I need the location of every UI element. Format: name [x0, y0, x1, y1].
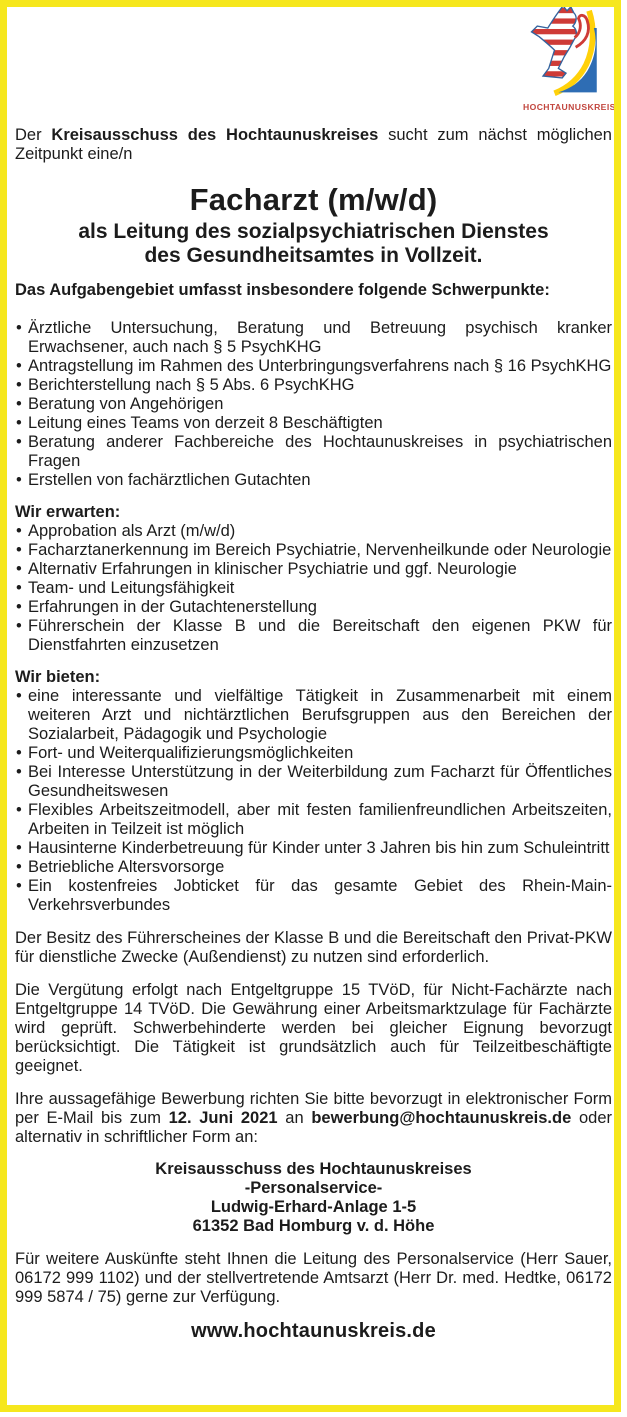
- coat-of-arms-icon: [524, 5, 610, 101]
- bullet-icon: •: [16, 560, 22, 578]
- text-run: Für weitere Auskünfte steht Ihnen die Leitung des Personalservice (Herr Sauer, 06172 999 1102) und der stellvertretende Amtsarzt (Herr Dr. med. Hedtke, 06172 999 5874 / 75) gerne zur Verfügung.: [15, 1250, 612, 1306]
- bullet-icon: •: [16, 598, 22, 616]
- list-item: [15, 617, 612, 655]
- bold-text: 12. Juni 2021: [168, 1109, 278, 1127]
- job-subtitle-line-1: als Leitung des sozialpsychiatrischen Dienstes: [78, 220, 549, 243]
- bullet-icon: •: [16, 744, 22, 762]
- list-item: [15, 541, 612, 560]
- list-item-text: Alternativ Erfahrungen in klinischer Psychiatrie und ggf. Neurologie: [28, 560, 517, 578]
- list-item: [15, 598, 612, 617]
- list-item: [15, 357, 612, 376]
- bullet-icon: •: [16, 687, 22, 705]
- section-heading-wir-bieten: Wir bieten:: [15, 668, 101, 686]
- list-item-text: Facharztanerkennung im Bereich Psychiatrie, Nervenheilkunde oder Neurologie: [28, 541, 612, 559]
- list-item-text: Team- und Leitungsfähigkeit: [28, 579, 235, 597]
- text-run: oder alternativ in schriftlicher Form an:: [15, 1109, 612, 1146]
- list-item: [15, 319, 612, 357]
- paragraph-verguetung: [15, 981, 612, 1076]
- list-item: [15, 763, 612, 801]
- list-item: [15, 560, 612, 579]
- list-item-text: Fort- und Weiterqualifizierungsmöglichkeiten: [28, 744, 354, 762]
- bullet-icon: •: [16, 541, 22, 559]
- bullet-icon: •: [16, 617, 22, 635]
- address-line: Kreisausschuss des Hochtaunuskreises: [155, 1160, 472, 1178]
- bullet-icon: •: [16, 414, 22, 432]
- bullet-list-wir-bieten: [15, 687, 612, 915]
- bullet-icon: •: [16, 395, 22, 413]
- bold-text: bewerbung@hochtaunuskreis.de: [311, 1109, 572, 1127]
- text-run: Der Besitz des Führerscheines der Klasse B und die Bereitschaft den Privat-PKW für dienstliche Zwecke (Außendienst) zu nutzen sind erforderlich.: [15, 929, 612, 966]
- list-item: [15, 858, 612, 877]
- bold-text: Kreisausschuss des Hochtaunuskreises: [51, 126, 379, 144]
- bullet-icon: •: [16, 801, 22, 819]
- job-subtitle-line-2: des Gesundheitsamtes in Vollzeit.: [144, 244, 483, 267]
- paragraphs: [15, 929, 612, 1147]
- list-item-text: Berichterstellung nach § 5 Abs. 6 PsychKHG: [28, 376, 355, 394]
- address-line: -Personalservice-: [244, 1179, 383, 1197]
- address-line: 61352 Bad Homburg v. d. Höhe: [192, 1217, 435, 1235]
- list-item-text: Beratung anderer Fachbereiche des Hochtaunuskreises in psychiatrischen Fragen: [28, 433, 612, 470]
- bullet-icon: •: [16, 877, 22, 895]
- list-item: [15, 414, 612, 433]
- bullet-icon: •: [16, 763, 22, 781]
- paragraph-bewerbung: [15, 1090, 612, 1147]
- list-item-text: Ein kostenfreies Jobticket für das gesamte Gebiet des Rhein-Main-Verkehrsverbundes: [28, 877, 612, 914]
- text-run: sucht zum nächst möglichen Zeitpunkt eine/n: [15, 126, 612, 163]
- list-item-text: Hausinterne Kinderbetreuung für Kinder unter 3 Jahren bis hin zum Schuleintritt: [28, 839, 610, 857]
- job-title: Facharzt (m/w/d): [189, 182, 438, 217]
- address-line: Ludwig-Erhard-Anlage 1-5: [210, 1198, 417, 1216]
- paragraph-fuehrerschein: [15, 929, 612, 967]
- hochtaunuskreis-logo: [523, 5, 616, 112]
- list-item-text: Bei Interesse Unterstützung in der Weiterbildung zum Facharzt für Öffentliches Gesundheitswesen: [28, 763, 612, 800]
- list-item: [15, 687, 612, 744]
- list-item-text: Flexibles Arbeitszeitmodell, aber mit festen familienfreundlichen Arbeitszeiten, Arbeiten in Teilzeit ist möglich: [28, 801, 612, 838]
- bullet-list-aufgabengebiet: [15, 319, 612, 490]
- list-item-text: Antragstellung im Rahmen des Unterbringungsverfahrens nach § 16 PsychKHG: [28, 357, 612, 375]
- intro-paragraph: [15, 126, 612, 164]
- website-url: www.hochtaunuskreis.de: [191, 1320, 436, 1342]
- list-item: [15, 522, 612, 541]
- bullet-list-wir-erwarten: [15, 522, 612, 655]
- logo-wordmark: HOCHTAUNUSKREIS: [523, 102, 616, 112]
- list-item: [15, 877, 612, 915]
- list-item-text: Erfahrungen in der Gutachtenerstellung: [28, 598, 317, 616]
- list-item: [15, 395, 612, 414]
- list-item-text: Führerschein der Klasse B und die Bereitschaft den eigenen PKW für Dienstfahrten einzusetzen: [28, 617, 612, 654]
- postal-address-block: [15, 1160, 612, 1236]
- bullet-icon: •: [16, 376, 22, 394]
- list-item-text: eine interessante und vielfältige Tätigkeit in Zusammenarbeit mit einem weiteren Arzt und nichtärztlichen Berufsgruppen aus den Bereichen der Sozialarbeit, Pädagogik und Psychologie: [28, 687, 612, 743]
- text-run: Der: [15, 126, 52, 144]
- text-run: Ihre aussagefähige Bewerbung richten Sie bitte bevorzugt in elektronischer Form per E-Mail bis zum: [15, 1090, 612, 1127]
- list-item-text: Beratung von Angehörigen: [28, 395, 224, 413]
- list-item-text: Leitung eines Teams von derzeit 8 Beschäftigten: [28, 414, 383, 432]
- bullet-icon: •: [16, 858, 22, 876]
- list-item-text: Betriebliche Altersvorsorge: [28, 858, 225, 876]
- text-run: an: [277, 1109, 312, 1127]
- section-heading-wir-erwarten: Wir erwarten:: [15, 503, 121, 521]
- list-item-text: Erstellen von fachärztlichen Gutachten: [28, 471, 311, 489]
- list-item-text: Approbation als Arzt (m/w/d): [28, 522, 236, 540]
- list-item-text: Ärztliche Untersuchung, Beratung und Betreuung psychisch kranker Erwachsener, auch nach § 5 PsychKHG: [28, 319, 612, 356]
- bullet-icon: •: [16, 471, 22, 489]
- list-item: [15, 801, 612, 839]
- bullet-icon: •: [16, 579, 22, 597]
- closing-paragraph: [15, 1250, 612, 1307]
- section-heading-aufgabengebiet: Das Aufgabengebiet umfasst insbesondere folgende Schwerpunkte:: [15, 281, 550, 299]
- sections: [15, 281, 612, 915]
- list-item: [15, 744, 612, 763]
- text-run: Die Vergütung erfolgt nach Entgeltgruppe 15 TVöD, für Nicht-Fachärzte nach Entgeltgruppe 14 TVöD. Die Gewährung einer Arbeitsmarktzulage für Fachärzte wird geprüft. Schwerbehinderte werden bei gleicher Eignung bevorzugt berücksichtigt. Die Tätigkeit ist grundsätzlich auch für Teilzeitbeschäftigte geeignet.: [15, 981, 612, 1075]
- list-item: [15, 839, 612, 858]
- list-item: [15, 579, 612, 598]
- bullet-icon: •: [16, 839, 22, 857]
- bullet-icon: •: [16, 433, 22, 451]
- list-item: [15, 471, 612, 490]
- bullet-icon: •: [16, 357, 22, 375]
- bullet-icon: •: [16, 522, 22, 540]
- job-ad: [15, 0, 616, 1343]
- bullet-icon: •: [16, 319, 22, 337]
- list-item: [15, 433, 612, 471]
- list-item: [15, 376, 612, 395]
